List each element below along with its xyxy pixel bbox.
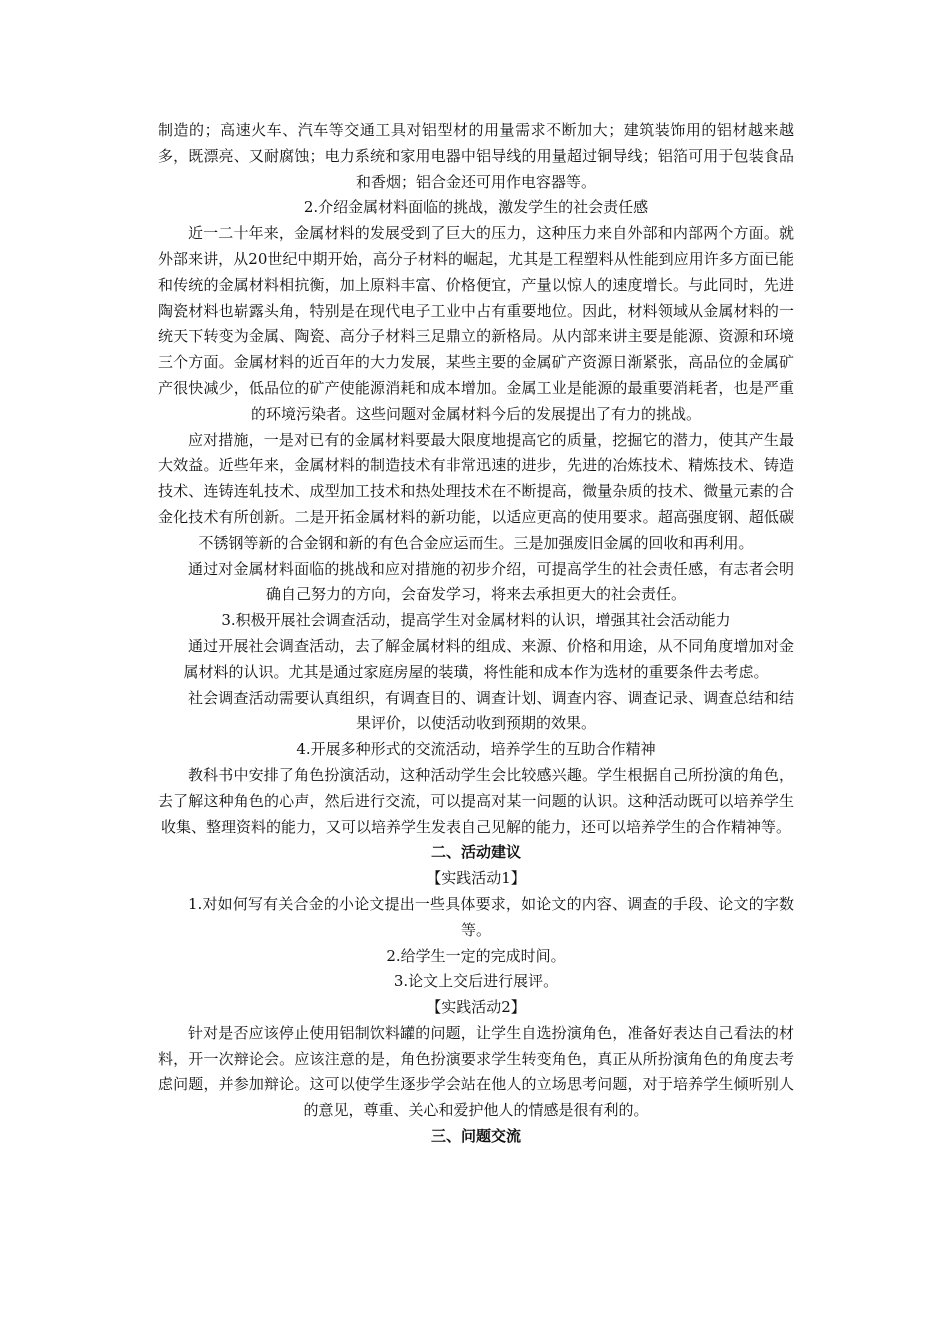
- practice-activity-1-item-2: 2.给学生一定的完成时间。: [386, 946, 566, 965]
- document-page: [158, 118, 794, 1150]
- paragraph-survey-organization: 社会调查活动需要认真组织，有调查目的、调查计划、调查内容、调查记录、调查总结和结果评价，以使活动收到预期的效果。: [188, 688, 794, 733]
- paragraph-survey-activity: 通过开展社会调查活动，去了解金属材料的组成、来源、价格和用途，从不同角度增加对金属材料的认识。尤其是通过家庭房屋的装璜，将性能和成本作为选材的重要条件去考虑。: [183, 636, 794, 681]
- practice-activity-1-title: 【实践活动1】: [426, 869, 526, 888]
- paragraph-aluminum-uses: 制造的；高速火车、汽车等交通工具对铝型材的用量需求不断加大；建筑装饰用的铝材越来越多，既漂亮、又耐腐蚀；电力系统和家用电器中铝导线的用量超过铜导线；铝箔可用于包装食品和香烟；铝合金还可用作电容器等。: [158, 121, 794, 191]
- paragraph-countermeasures: 应对措施，一是对已有的金属材料要最大限度地提高它的质量，挖掘它的潜力，使其产生最大效益。近些年来，金属材料的制造技术有非常迅速的进步，先进的冶炼技术、精炼技术、铸造技术、连铸连轧技术、成型加工技术和热处理技术在不断提高，微量杂质的技术、微量元素的合金化技术有所创新。二是开拓金属材料的新功能，以适应更高的使用要求。超高强度钢、超低碳不锈钢等新的合金钢和新的有色合金应运而生。三是加强废旧金属的回收和再利用。: [158, 430, 794, 552]
- paragraph-pressure-sources: 近一二十年来，金属材料的发展受到了巨大的压力，这种压力来自外部和内部两个方面。就外部来讲，从20世纪中期开始，高分子材料的崛起，尤其是工程塑料从性能到应用许多方面已能和传统的金属材料相抗衡，加上原料丰富、价格便宜，产量以惊人的速度增长。与此同时，先进陶瓷材料也崭露头角，特别是在现代电子工业中占有重要地位。因此，材料领域从金属材料的一统天下转变为金属、陶瓷、高分子材料三足鼎立的新格局。从内部来讲主要是能源、资源和环境三个方面。金属材料的近百年的大力发展，某些主要的金属矿产资源日渐紧张，高品位的金属矿产很快减少，低品位的矿产使能源消耗和成本增加。金属工业是能源的最重要消耗者，也是严重的环境污染者。这些问题对金属材料今后的发展提出了有力的挑战。: [158, 224, 794, 423]
- paragraph-social-responsibility: 通过对金属材料面临的挑战和应对措施的初步介绍，可提高学生的社会责任感，有志者会明确自己努力的方向，会奋发学习，将来去承担更大的社会责任。: [188, 559, 794, 604]
- subheading-exchange-activities: 4.开展多种形式的交流活动，培养学生的互助合作精神: [296, 740, 656, 759]
- subheading-metal-challenges: 2.介绍金属材料面临的挑战，激发学生的社会责任感: [303, 198, 649, 217]
- practice-activity-2-title: 【实践活动2】: [426, 998, 526, 1017]
- subheading-social-survey: 3.积极开展社会调查活动，提高学生对金属材料的认识，增强其社会活动能力: [221, 611, 731, 630]
- practice-activity-1-item-1: 1.对如何写有关合金的小论文提出一些具体要求，如论文的内容、调查的手段、论文的字数等。: [188, 894, 794, 939]
- section-heading-activity-suggestions: 二、活动建议: [430, 843, 521, 862]
- practice-activity-1-item-3: 3.论文上交后进行展评。: [393, 972, 559, 991]
- practice-activity-2-body: 针对是否应该停止使用铝制饮料罐的问题，让学生自选扮演角色，准备好表达自己看法的材料，开一次辩论会。应该注意的是，角色扮演要求学生转变角色，真正从所扮演角色的角度去考虑问题，并参加辩论。这可以使学生逐步学会站在他人的立场思考问题，对于培养学生倾听别人的意见，尊重、关心和爱护他人的情感是很有利的。: [158, 1023, 794, 1120]
- section-heading-question-exchange: 三、问题交流: [430, 1127, 521, 1146]
- paragraph-role-play: 教科书中安排了角色扮演活动，这种活动学生会比较感兴趣。学生根据自己所扮演的角色，去了解这种角色的心声，然后进行交流，可以提高对某一问题的认识。这种活动既可以培养学生收集、整理资料的能力，又可以培养学生发表自己见解的能力，还可以培养学生的合作精神等。: [158, 765, 794, 836]
